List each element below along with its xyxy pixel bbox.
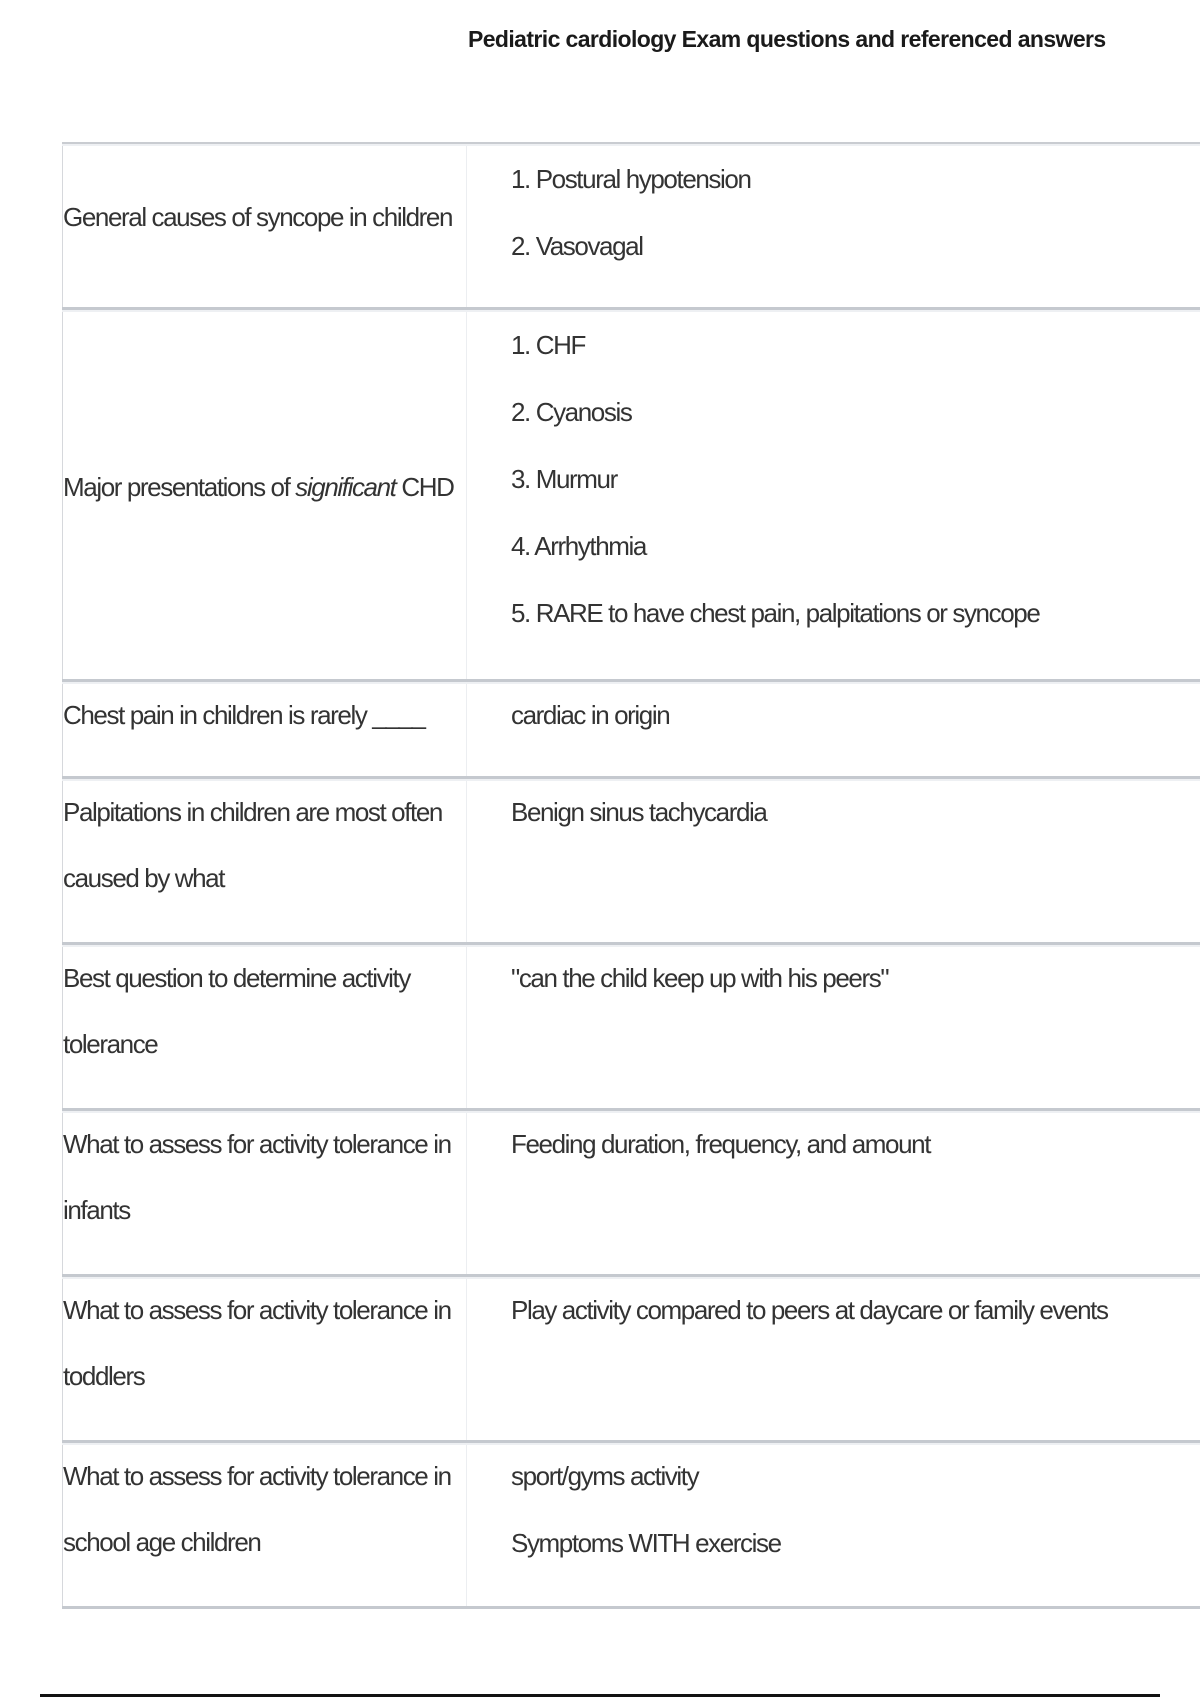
question-emphasis: significant xyxy=(295,471,396,502)
answer-line: "can the child keep up with his peers" xyxy=(511,963,889,993)
question-cell xyxy=(62,779,466,942)
answer-line: 1. CHF xyxy=(511,330,585,360)
question-cell xyxy=(62,144,466,307)
question-cell xyxy=(62,1111,466,1274)
answer-cell xyxy=(466,144,1200,307)
table-row xyxy=(62,310,1200,682)
answer-line: 2. Vasovagal xyxy=(511,231,643,261)
page-title: Pediatric cardiology Exam questions and referenced answers xyxy=(468,26,1106,52)
answer-line: 1. Postural hypotension xyxy=(511,164,751,194)
qa-table xyxy=(62,142,1200,1609)
table-row xyxy=(62,779,1200,945)
answer-line: Play activity compared to peers at daycare or family events xyxy=(511,1295,1108,1325)
question-text: Palpitations in children are most often caused by what xyxy=(63,797,442,893)
question-cell xyxy=(62,310,466,679)
table-row xyxy=(62,1111,1200,1277)
answer-line: Benign sinus tachycardia xyxy=(511,797,767,827)
table-row xyxy=(62,945,1200,1111)
answer-line: 2. Cyanosis xyxy=(511,397,632,427)
table-row xyxy=(62,1443,1200,1609)
question-text: What to assess for activity tolerance in school age children xyxy=(63,1461,451,1557)
answer-line: 3. Murmur xyxy=(511,464,617,494)
question-text xyxy=(63,454,453,520)
answer-line: 4. Arrhythmia xyxy=(511,531,646,561)
answer-line: cardiac in origin xyxy=(511,700,670,730)
answer-cell xyxy=(466,1277,1200,1440)
answer-cell xyxy=(466,682,1200,776)
question-text: General causes of syncope in children xyxy=(63,201,453,232)
answer-cell xyxy=(466,945,1200,1108)
answer-line: Symptoms WITH exercise xyxy=(511,1528,781,1558)
page-divider xyxy=(40,1694,1160,1697)
question-text-part: CHD xyxy=(395,471,454,502)
question-text: What to assess for activity tolerance in toddlers xyxy=(63,1295,451,1391)
question-text-part: Major presentations of xyxy=(63,471,296,502)
table-row xyxy=(62,144,1200,310)
question-text: Best question to determine activity tolerance xyxy=(63,963,410,1059)
answer-cell xyxy=(466,779,1200,942)
question-text: What to assess for activity tolerance in infants xyxy=(63,1129,451,1225)
table-row xyxy=(62,682,1200,779)
question-cell xyxy=(62,682,466,776)
answer-cell xyxy=(466,1111,1200,1274)
question-text: Chest pain in children is rarely ____ xyxy=(63,700,425,730)
question-cell xyxy=(62,1277,466,1440)
answer-line: 5. RARE to have chest pain, palpitations or syncope xyxy=(511,598,1040,628)
answer-cell xyxy=(466,1443,1200,1606)
answer-line: Feeding duration, frequency, and amount xyxy=(511,1129,931,1159)
question-cell xyxy=(62,1443,466,1606)
answer-cell xyxy=(466,310,1200,679)
table-row xyxy=(62,1277,1200,1443)
answer-line: sport/gyms activity xyxy=(511,1461,699,1491)
question-cell xyxy=(62,945,466,1108)
